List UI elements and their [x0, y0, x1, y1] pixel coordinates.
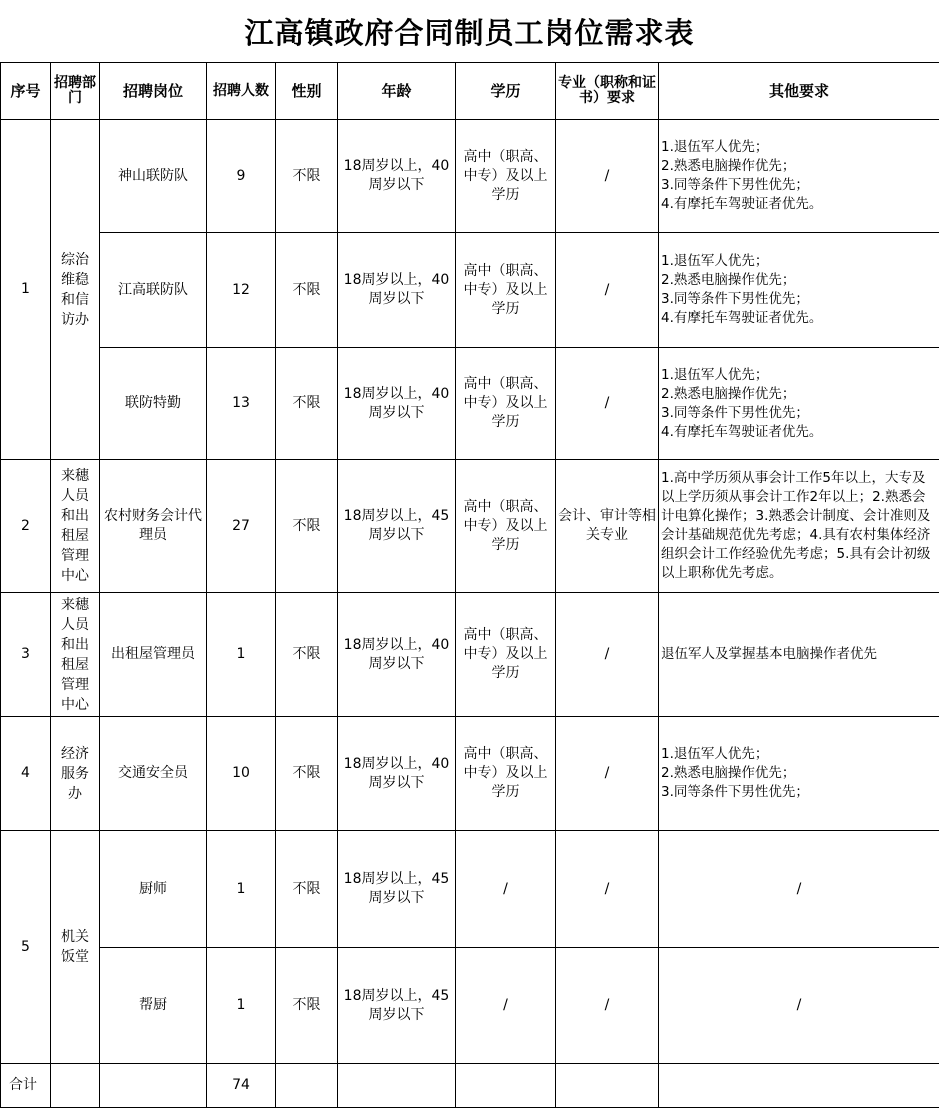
requirement-line: 2.熟悉电脑操作优先；: [661, 271, 937, 290]
requirement-line: 3.同等条件下男性优先；: [661, 290, 937, 309]
requirement-line: 2.熟悉电脑操作优先；: [661, 385, 937, 404]
header-count: 招聘人数: [207, 63, 276, 120]
position-cell: 交通安全员: [100, 717, 207, 831]
count-cell: 12: [207, 233, 276, 348]
total-label: 合计: [1, 1064, 51, 1108]
header-position: 招聘岗位: [100, 63, 207, 120]
header-other: 其他要求: [659, 63, 939, 120]
dept-cell: 经济服务办: [51, 717, 100, 831]
position-cell: 厨师: [100, 831, 207, 948]
page-title: 江高镇政府合同制员工岗位需求表: [0, 0, 939, 62]
table-row: [1, 348, 939, 460]
position-cell: 农村财务会计代理员: [100, 460, 207, 593]
header-education: 学历: [456, 63, 556, 120]
position-cell: 出租屋管理员: [100, 593, 207, 717]
requirement-line: 1.退伍军人优先；: [661, 745, 937, 764]
requirement-line: 2.熟悉电脑操作优先；: [661, 157, 937, 176]
recruitment-table: [0, 62, 939, 1108]
gender-cell: 不限: [276, 348, 338, 460]
count-cell: 10: [207, 717, 276, 831]
requirement-line: 3.同等条件下男性优先；: [661, 176, 937, 195]
requirement-line: 4.有摩托车驾驶证者优先。: [661, 423, 937, 442]
gender-cell: 不限: [276, 460, 338, 593]
position-cell: 联防特勤: [100, 348, 207, 460]
gender-cell: 不限: [276, 120, 338, 233]
education-cell: 高中（职高、中专）及以上学历: [456, 717, 556, 831]
gender-cell: 不限: [276, 948, 338, 1064]
position-cell: 神山联防队: [100, 120, 207, 233]
major-cell: /: [556, 593, 659, 717]
major-cell: /: [556, 120, 659, 233]
requirement-line: 2.熟悉电脑操作优先；: [661, 764, 937, 783]
count-cell: 9: [207, 120, 276, 233]
major-cell: /: [556, 717, 659, 831]
gender-cell: 不限: [276, 831, 338, 948]
education-cell: /: [456, 948, 556, 1064]
education-cell: 高中（职高、中专）及以上学历: [456, 120, 556, 233]
count-cell: 1: [207, 948, 276, 1064]
age-cell: 18周岁以上，45周岁以下: [338, 460, 456, 593]
position-cell: 帮厨: [100, 948, 207, 1064]
major-cell: /: [556, 831, 659, 948]
other-requirements-cell: [659, 348, 939, 460]
position-cell: 江高联防队: [100, 233, 207, 348]
age-cell: 18周岁以上，40周岁以下: [338, 593, 456, 717]
age-cell: 18周岁以上，45周岁以下: [338, 948, 456, 1064]
education-cell: 高中（职高、中专）及以上学历: [456, 593, 556, 717]
gender-cell: 不限: [276, 717, 338, 831]
other-requirements-cell: [659, 717, 939, 831]
requirement-line: 3.同等条件下男性优先；: [661, 404, 937, 423]
header-row: [1, 63, 939, 120]
major-cell: /: [556, 948, 659, 1064]
table-row: [1, 593, 939, 717]
requirement-line: 1.高中学历须从事会计工作5年以上，大专及以上学历须从事会计工作2年以上；2.熟悉会计电算化操作；3.熟悉会计制度、会计准则及会计基础规范优先考虑；4.具有农村集体经济组织会计工作经验优先考虑；5.具有会计初级以上职称优先考虑。: [661, 469, 937, 583]
count-cell: 1: [207, 593, 276, 717]
count-cell: 13: [207, 348, 276, 460]
age-cell: 18周岁以上，40周岁以下: [338, 717, 456, 831]
dept-cell: 来穗人员和出租屋管理中心: [51, 593, 100, 717]
empty-cell: [51, 1064, 100, 1108]
education-cell: /: [456, 831, 556, 948]
age-cell: 18周岁以上，45周岁以下: [338, 831, 456, 948]
table-row: [1, 120, 939, 233]
major-cell: /: [556, 233, 659, 348]
dept-cell: 来穗人员和出租屋管理中心: [51, 460, 100, 593]
major-cell: 会计、审计等相关专业: [556, 460, 659, 593]
seq-cell: 1: [1, 120, 51, 460]
requirement-line: 1.退伍军人优先；: [661, 138, 937, 157]
header-gender: 性别: [276, 63, 338, 120]
empty-cell: [276, 1064, 338, 1108]
dept-cell: 机关饭堂: [51, 831, 100, 1064]
total-count: 74: [207, 1064, 276, 1108]
header-dept: 招聘部门: [51, 63, 100, 120]
requirement-line: 1.退伍军人优先；: [661, 252, 937, 271]
table-row: [1, 717, 939, 831]
header-age: 年龄: [338, 63, 456, 120]
empty-cell: [659, 1064, 939, 1108]
empty-cell: [556, 1064, 659, 1108]
other-requirements-cell: [659, 460, 939, 593]
dept-cell: 综治维稳和信访办: [51, 120, 100, 460]
other-requirements-cell: [659, 233, 939, 348]
age-cell: 18周岁以上，40周岁以下: [338, 120, 456, 233]
gender-cell: 不限: [276, 593, 338, 717]
count-cell: 1: [207, 831, 276, 948]
requirement-line: 3.同等条件下男性优先；: [661, 783, 937, 802]
major-cell: /: [556, 348, 659, 460]
empty-cell: [100, 1064, 207, 1108]
seq-cell: 3: [1, 593, 51, 717]
education-cell: 高中（职高、中专）及以上学历: [456, 233, 556, 348]
table-row: [1, 948, 939, 1064]
gender-cell: 不限: [276, 233, 338, 348]
age-cell: 18周岁以上，40周岁以下: [338, 233, 456, 348]
empty-cell: [338, 1064, 456, 1108]
seq-cell: 5: [1, 831, 51, 1064]
other-requirements-cell: [659, 120, 939, 233]
table-row: [1, 460, 939, 593]
table-row: [1, 233, 939, 348]
requirement-line: 1.退伍军人优先；: [661, 366, 937, 385]
header-major: 专业（职称和证书）要求: [556, 63, 659, 120]
header-seq: 序号: [1, 63, 51, 120]
requirement-line: 4.有摩托车驾驶证者优先。: [661, 309, 937, 328]
seq-cell: 4: [1, 717, 51, 831]
education-cell: 高中（职高、中专）及以上学历: [456, 348, 556, 460]
empty-cell: [456, 1064, 556, 1108]
table-row: [1, 831, 939, 948]
requirement-line: 4.有摩托车驾驶证者优先。: [661, 195, 937, 214]
education-cell: 高中（职高、中专）及以上学历: [456, 460, 556, 593]
total-row: [1, 1064, 939, 1108]
other-requirements-cell: /: [659, 948, 939, 1064]
count-cell: 27: [207, 460, 276, 593]
age-cell: 18周岁以上，40周岁以下: [338, 348, 456, 460]
other-requirements-cell: [659, 593, 939, 717]
other-requirements-cell: /: [659, 831, 939, 948]
seq-cell: 2: [1, 460, 51, 593]
requirement-line: 退伍军人及掌握基本电脑操作者优先: [661, 645, 937, 664]
